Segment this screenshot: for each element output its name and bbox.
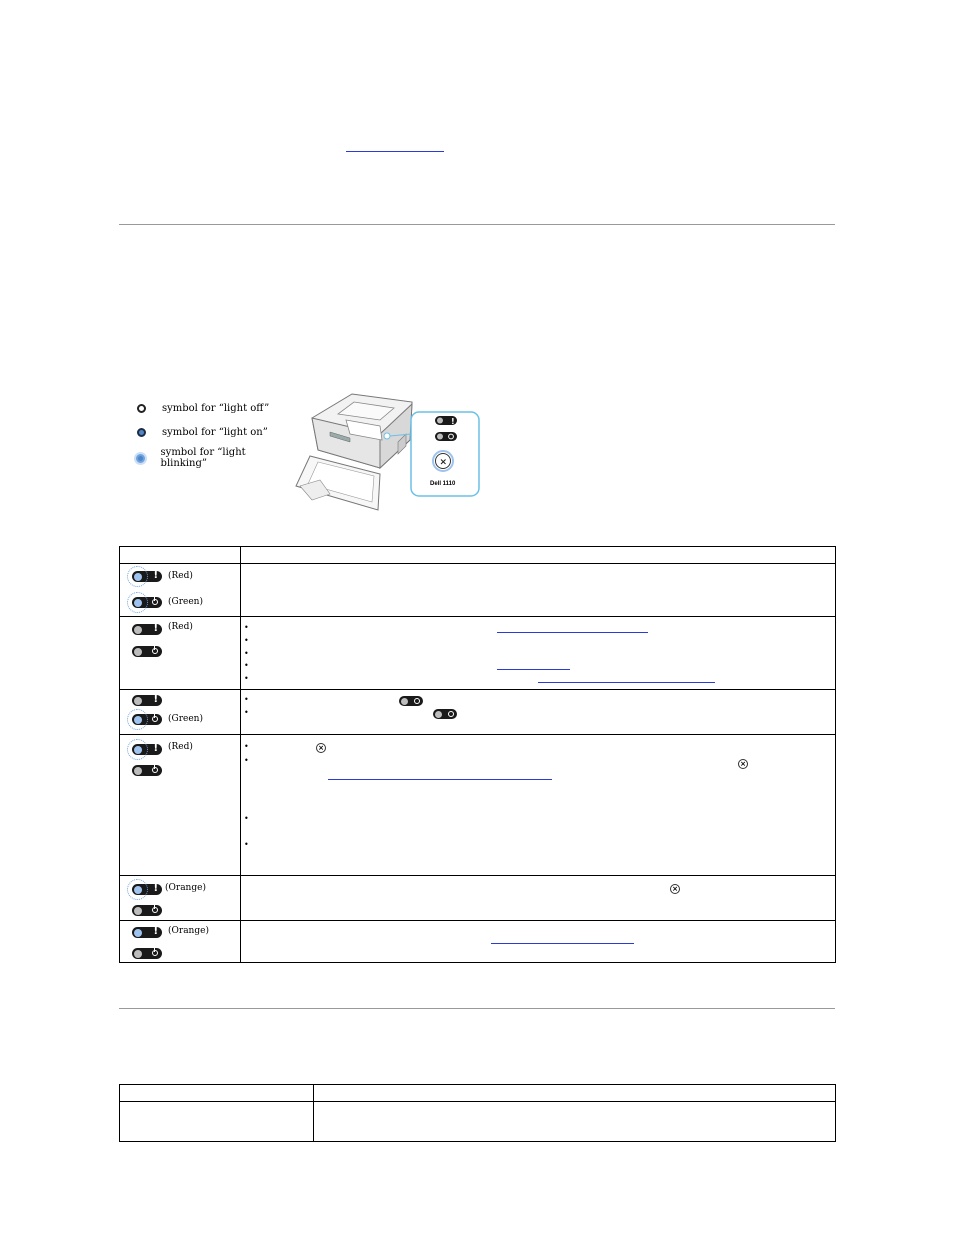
error-led-on-icon: ! bbox=[132, 624, 162, 635]
printer-illustration bbox=[290, 390, 485, 512]
description-link[interactable] bbox=[538, 682, 715, 683]
table-header-row bbox=[120, 547, 836, 564]
printer-drawing bbox=[290, 390, 485, 512]
error-led-on-icon: ! bbox=[132, 927, 162, 938]
description-cell bbox=[241, 735, 836, 876]
description-link[interactable] bbox=[491, 943, 634, 944]
bullet: • bbox=[244, 695, 249, 704]
table-row bbox=[120, 564, 836, 617]
description-cell bbox=[241, 921, 836, 963]
description-cell bbox=[241, 690, 836, 735]
cancel-button-icon: × bbox=[670, 884, 680, 894]
panel-label: Dell 1110 bbox=[430, 481, 456, 487]
description-cell bbox=[241, 617, 836, 690]
led-cell bbox=[120, 921, 241, 963]
bullet: • bbox=[244, 674, 249, 683]
description-cell bbox=[241, 876, 836, 921]
svg-text:×: × bbox=[439, 457, 448, 468]
legend-item-off bbox=[133, 400, 269, 416]
led-color-label: (Green) bbox=[168, 714, 203, 724]
led-color-label: (Green) bbox=[168, 597, 203, 607]
bullet: • bbox=[244, 708, 249, 717]
table-row bbox=[120, 1102, 836, 1142]
led-status-table bbox=[119, 546, 836, 963]
bullet: • bbox=[244, 649, 249, 658]
led-cell bbox=[120, 735, 241, 876]
table-header-cell bbox=[241, 547, 836, 564]
bullet: • bbox=[244, 814, 249, 823]
error-led-blinking-icon: ! bbox=[132, 571, 162, 582]
svg-text:!: ! bbox=[451, 417, 455, 426]
table-row bbox=[120, 735, 836, 876]
table-row bbox=[120, 921, 836, 963]
error-led-blinking-icon: ! bbox=[132, 884, 162, 895]
ready-led-off-icon bbox=[132, 646, 162, 657]
section-divider bbox=[119, 224, 835, 225]
light-blinking-icon bbox=[133, 450, 148, 466]
led-cell bbox=[120, 617, 241, 690]
description-cell bbox=[241, 564, 836, 617]
legend-text: symbol for “light on” bbox=[162, 426, 268, 438]
ready-led-blinking-icon bbox=[132, 597, 162, 608]
table-header-cell bbox=[314, 1085, 836, 1102]
error-led-off-icon: ! bbox=[132, 695, 162, 706]
led-color-label: (Orange) bbox=[168, 926, 209, 936]
table-header-cell bbox=[120, 547, 241, 564]
led-cell bbox=[120, 690, 241, 735]
table-cell bbox=[314, 1102, 836, 1142]
led-color-label: (Red) bbox=[168, 742, 193, 752]
legend-text: symbol for “light blinking” bbox=[160, 447, 246, 469]
light-on-icon bbox=[133, 424, 149, 440]
cancel-button-icon: × bbox=[316, 743, 326, 753]
legend-text: symbol for “light off” bbox=[162, 402, 270, 414]
led-color-label: (Orange) bbox=[165, 883, 206, 893]
legend-item-on bbox=[133, 424, 268, 440]
bottom-table bbox=[119, 1084, 836, 1142]
led-color-label: (Red) bbox=[168, 622, 193, 632]
description-link[interactable] bbox=[328, 779, 552, 780]
table-row bbox=[120, 617, 836, 690]
ready-led-blinking-icon bbox=[132, 714, 162, 725]
section-divider bbox=[119, 1008, 835, 1009]
table-cell bbox=[120, 1102, 314, 1142]
ready-led-off-icon bbox=[132, 948, 162, 959]
table-row bbox=[120, 690, 836, 735]
table-row bbox=[120, 876, 836, 921]
top-link[interactable] bbox=[346, 138, 444, 152]
ready-led-inline-icon bbox=[399, 696, 423, 706]
table-header-cell bbox=[120, 1085, 314, 1102]
bullet: • bbox=[244, 636, 249, 645]
error-led-blinking-icon: ! bbox=[132, 744, 162, 755]
bullet: • bbox=[244, 756, 249, 765]
bullet: • bbox=[244, 661, 249, 670]
bullet: • bbox=[244, 840, 249, 849]
cancel-button-icon: × bbox=[738, 759, 748, 769]
ready-led-off-icon bbox=[132, 765, 162, 776]
led-cell bbox=[120, 876, 241, 921]
bullet: • bbox=[244, 742, 249, 751]
legend-item-blinking bbox=[133, 447, 283, 469]
led-color-label: (Red) bbox=[168, 571, 193, 581]
ready-led-inline-icon bbox=[433, 709, 457, 719]
light-off-icon bbox=[133, 400, 149, 416]
bullet: • bbox=[244, 623, 249, 632]
led-cell bbox=[120, 564, 241, 617]
ready-led-off-icon bbox=[132, 905, 162, 916]
description-link[interactable] bbox=[497, 632, 648, 633]
table-header-row bbox=[120, 1085, 836, 1102]
description-link[interactable] bbox=[497, 669, 570, 670]
